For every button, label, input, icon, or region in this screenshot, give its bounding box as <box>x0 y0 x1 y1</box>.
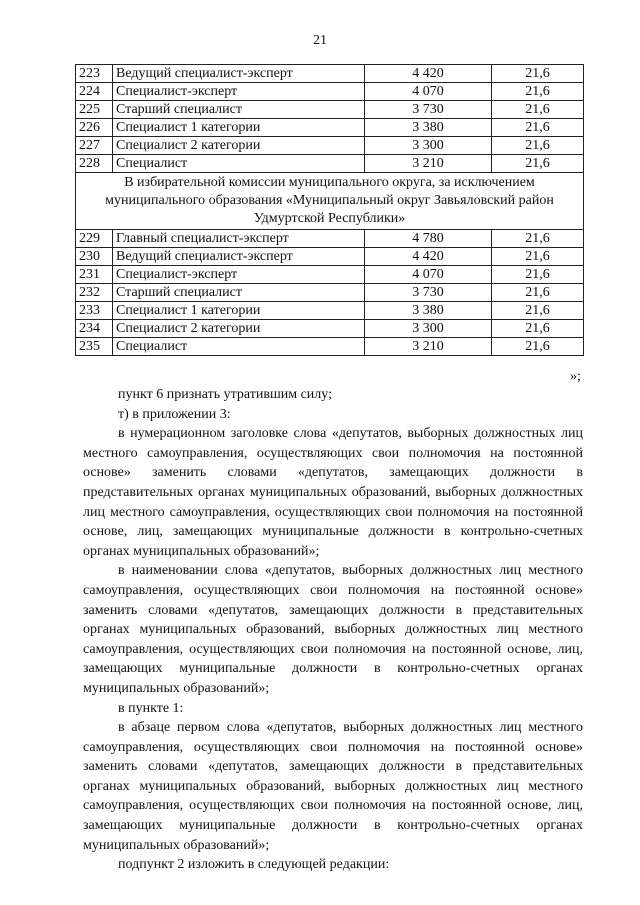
section-heading: В избирательной комиссии муниципального округа, за исключением муниципального образования «Муниципальный округ Завьяловский район Удмуртской Республики» <box>76 173 584 230</box>
position-name: Специалист 1 категории <box>113 119 365 137</box>
coefficient: 21,6 <box>492 83 584 101</box>
row-number: 223 <box>76 65 113 83</box>
row-number: 232 <box>76 284 113 302</box>
paragraph: в пункте 1: <box>118 700 184 716</box>
coefficient: 21,6 <box>492 320 584 338</box>
table-row <box>76 101 584 119</box>
position-name: Старший специалист <box>113 284 365 302</box>
row-number: 228 <box>76 155 113 173</box>
row-number: 227 <box>76 137 113 155</box>
position-name: Специалист-эксперт <box>113 83 365 101</box>
closing-quote: »; <box>570 369 581 384</box>
salary-amount: 3 210 <box>365 338 492 356</box>
coefficient: 21,6 <box>492 302 584 320</box>
paragraph: в абзаце первом слова «депутатов, выборных должностных лиц местного самоуправления, осуществляющих свои полномочия на постоянной основе» заменить словами «депутатов, замещающих должности в представительных органах муниципальных образований, выборных должностных лиц местного самоуправления, осуществляющих свои полномочия на постоянной основе, лиц, замещающих муниципальные должности в контрольно-счетных органах муниципальных образований»; <box>83 720 583 853</box>
coefficient: 21,6 <box>492 266 584 284</box>
salary-amount: 3 730 <box>365 101 492 119</box>
row-number: 226 <box>76 119 113 137</box>
row-number: 235 <box>76 338 113 356</box>
salary-amount: 3 730 <box>365 284 492 302</box>
row-number: 225 <box>76 101 113 119</box>
section-row <box>76 173 584 230</box>
salary-amount: 3 210 <box>365 155 492 173</box>
salary-amount: 3 380 <box>365 119 492 137</box>
coefficient: 21,6 <box>492 65 584 83</box>
table-row <box>76 83 584 101</box>
table-row <box>76 155 584 173</box>
table-row <box>76 248 584 266</box>
row-number: 229 <box>76 230 113 248</box>
row-number: 230 <box>76 248 113 266</box>
table-row <box>76 320 584 338</box>
position-name: Ведущий специалист-эксперт <box>113 248 365 266</box>
salary-amount: 3 380 <box>365 302 492 320</box>
row-number: 233 <box>76 302 113 320</box>
table-row <box>76 119 584 137</box>
position-name: Главный специалист-эксперт <box>113 230 365 248</box>
body-text <box>83 385 583 875</box>
table-row <box>76 230 584 248</box>
position-name: Специалист 1 категории <box>113 302 365 320</box>
position-name: Специалист <box>113 155 365 173</box>
paragraph: подпункт 2 изложить в следующей редакции: <box>118 857 390 873</box>
row-number: 234 <box>76 320 113 338</box>
table-row <box>76 65 584 83</box>
row-number: 224 <box>76 83 113 101</box>
salary-amount: 4 420 <box>365 65 492 83</box>
paragraph: в наименовании слова «депутатов, выборных должностных лиц местного самоуправления, осуществляющих свои полномочия на постоянной основе» заменить словами «депутатов, замещающих должности в представительных органах муниципальных образований, выборных должностных лиц местного самоуправления, осуществляющих свои полномочия на постоянной основе, лиц, замещающих муниципальные должности в контрольно-счетных органах муниципальных образований»; <box>83 563 583 696</box>
table-row <box>76 302 584 320</box>
paragraph: пункт 6 признать утратившим силу; <box>118 387 332 402</box>
coefficient: 21,6 <box>492 137 584 155</box>
coefficient: 21,6 <box>492 338 584 356</box>
salary-amount: 3 300 <box>365 137 492 155</box>
salary-amount: 4 070 <box>365 266 492 284</box>
position-name: Специалист <box>113 338 365 356</box>
coefficient: 21,6 <box>492 248 584 266</box>
table-row <box>76 137 584 155</box>
position-name: Ведущий специалист-эксперт <box>113 65 365 83</box>
page-number: 21 <box>313 33 327 48</box>
row-number: 231 <box>76 266 113 284</box>
position-name: Старший специалист <box>113 101 365 119</box>
salary-table <box>75 64 584 356</box>
coefficient: 21,6 <box>492 155 584 173</box>
table-row <box>76 338 584 356</box>
coefficient: 21,6 <box>492 284 584 302</box>
paragraph: в нумерационном заголовке слова «депутатов, выборных должностных лиц местного самоуправления, осуществляющих свои полномочия на постоянной основе» заменить словами «депутатов, замещающих должности в представительных органах муниципальных образований, выборных должностных лиц местного самоуправления, осуществляющих свои полномочия на постоянной основе, лиц, замещающих муниципальные должности в контрольно-счетных органах муниципальных образований»; <box>83 426 583 559</box>
coefficient: 21,6 <box>492 101 584 119</box>
salary-amount: 4 420 <box>365 248 492 266</box>
salary-amount: 3 300 <box>365 320 492 338</box>
table-row <box>76 284 584 302</box>
position-name: Специалист-эксперт <box>113 266 365 284</box>
coefficient: 21,6 <box>492 230 584 248</box>
salary-amount: 4 780 <box>365 230 492 248</box>
position-name: Специалист 2 категории <box>113 320 365 338</box>
position-name: Специалист 2 категории <box>113 137 365 155</box>
salary-amount: 4 070 <box>365 83 492 101</box>
coefficient: 21,6 <box>492 119 584 137</box>
paragraph: т) в приложении 3: <box>118 406 231 422</box>
table-row <box>76 266 584 284</box>
